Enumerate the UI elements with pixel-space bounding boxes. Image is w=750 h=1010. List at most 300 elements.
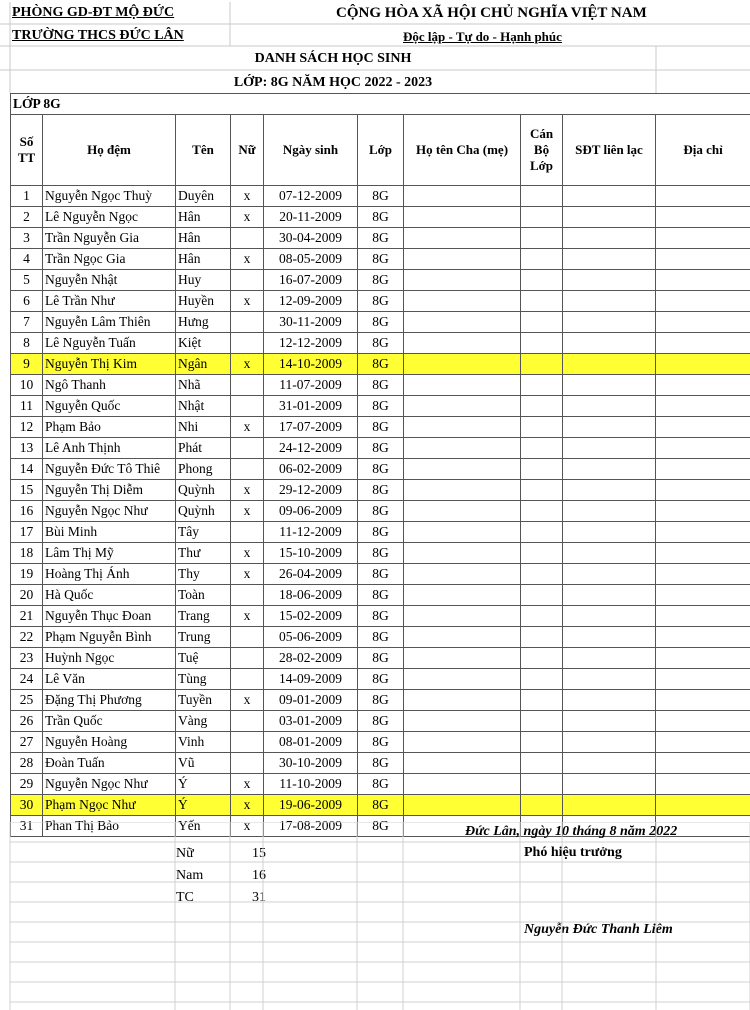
school-name: TRƯỜNG THCS ĐỨC LÂN	[12, 28, 184, 43]
cell-nu	[231, 585, 264, 606]
cell-ngay-sinh: 09-06-2009	[264, 501, 358, 522]
cell-dia-chi	[656, 501, 750, 522]
cell-ho-dem: Phạm Bảo	[43, 417, 176, 438]
cell-dia-chi	[656, 417, 750, 438]
cell-can-bo	[521, 375, 563, 396]
cell-ngay-sinh: 09-01-2009	[264, 690, 358, 711]
cell-sdt	[563, 270, 656, 291]
cell-ten: Hân	[176, 228, 231, 249]
cell-stt: 13	[11, 438, 43, 459]
cell-nu: x	[231, 543, 264, 564]
cell-dia-chi	[656, 249, 750, 270]
cell-can-bo	[521, 438, 563, 459]
cell-ho-dem: Lê Nguyễn Ngọc	[43, 207, 176, 228]
summary-nam-label: Nam	[176, 868, 204, 883]
cell-ten: Nhi	[176, 417, 231, 438]
cell-phu-huynh	[404, 585, 521, 606]
cell-can-bo	[521, 648, 563, 669]
col-header-ho-dem: Họ đệm	[43, 115, 176, 186]
cell-ten: Ngân	[176, 354, 231, 375]
cell-ngay-sinh: 29-12-2009	[264, 480, 358, 501]
cell-phu-huynh	[404, 627, 521, 648]
table-row	[11, 270, 750, 291]
col-header-dia-chi: Địa chỉ	[656, 115, 750, 186]
cell-ten: Tuyền	[176, 690, 231, 711]
table-row	[11, 459, 750, 480]
summary-nu-label: Nữ	[176, 846, 194, 861]
cell-phu-huynh	[404, 669, 521, 690]
cell-ngay-sinh: 17-08-2009	[264, 816, 358, 837]
cell-ho-dem: Nguyễn Thị Kim	[43, 354, 176, 375]
cell-stt: 28	[11, 753, 43, 774]
cell-ngay-sinh: 07-12-2009	[264, 186, 358, 207]
cell-sdt	[563, 690, 656, 711]
cell-ngay-sinh: 31-01-2009	[264, 396, 358, 417]
cell-can-bo	[521, 690, 563, 711]
cell-can-bo	[521, 543, 563, 564]
student-table	[10, 93, 750, 837]
cell-ho-dem: Trần Ngọc Gia	[43, 249, 176, 270]
cell-ho-dem: Nguyễn Quốc	[43, 396, 176, 417]
cell-ten: Trung	[176, 627, 231, 648]
col-header-can-bo: Cán Bộ Lớp	[521, 115, 563, 186]
cell-ten: Thư	[176, 543, 231, 564]
cell-ten: Yến	[176, 816, 231, 837]
cell-ten: Kiệt	[176, 333, 231, 354]
table-row	[11, 564, 750, 585]
cell-can-bo	[521, 522, 563, 543]
cell-phu-huynh	[404, 186, 521, 207]
cell-lop: 8G	[358, 396, 404, 417]
cell-ho-dem: Phạm Ngọc Như	[43, 795, 176, 816]
cell-phu-huynh	[404, 753, 521, 774]
cell-ngay-sinh: 18-06-2009	[264, 585, 358, 606]
cell-phu-huynh	[404, 774, 521, 795]
table-row	[11, 795, 750, 816]
cell-lop: 8G	[358, 711, 404, 732]
page-subtitle: LỚP: 8G NĂM HỌC 2022 - 2023	[233, 75, 433, 90]
cell-ho-dem: Phan Thị Bảo	[43, 816, 176, 837]
cell-ten: Toàn	[176, 585, 231, 606]
table-row	[11, 249, 750, 270]
table-row	[11, 354, 750, 375]
cell-phu-huynh	[404, 333, 521, 354]
signature-date: Đức Lân, ngày 10 tháng 8 năm 2022	[465, 824, 678, 839]
cell-phu-huynh	[404, 543, 521, 564]
cell-sdt	[563, 207, 656, 228]
cell-ho-dem: Nguyễn Ngọc Thuỳ	[43, 186, 176, 207]
cell-ngay-sinh: 15-10-2009	[264, 543, 358, 564]
cell-lop: 8G	[358, 333, 404, 354]
cell-ten: Phong	[176, 459, 231, 480]
cell-sdt	[563, 438, 656, 459]
table-row	[11, 291, 750, 312]
cell-nu: x	[231, 249, 264, 270]
cell-sdt	[563, 774, 656, 795]
table-row	[11, 312, 750, 333]
cell-dia-chi	[656, 228, 750, 249]
cell-phu-huynh	[404, 417, 521, 438]
cell-ten: Vinh	[176, 732, 231, 753]
table-row	[11, 543, 750, 564]
cell-ho-dem: Nguyễn Ngọc Như	[43, 501, 176, 522]
cell-can-bo	[521, 564, 563, 585]
cell-ngay-sinh: 20-11-2009	[264, 207, 358, 228]
cell-stt: 17	[11, 522, 43, 543]
cell-sdt	[563, 564, 656, 585]
cell-phu-huynh	[404, 312, 521, 333]
cell-ho-dem: Đoàn Tuấn	[43, 753, 176, 774]
cell-nu: x	[231, 417, 264, 438]
cell-lop: 8G	[358, 564, 404, 585]
cell-phu-huynh	[404, 207, 521, 228]
cell-ngay-sinh: 11-10-2009	[264, 774, 358, 795]
cell-ho-dem: Nguyễn Ngọc Như	[43, 774, 176, 795]
cell-lop: 8G	[358, 291, 404, 312]
cell-ngay-sinh: 14-10-2009	[264, 354, 358, 375]
table-row	[11, 648, 750, 669]
cell-nu	[231, 228, 264, 249]
cell-stt: 4	[11, 249, 43, 270]
cell-stt: 11	[11, 396, 43, 417]
cell-dia-chi	[656, 396, 750, 417]
cell-ten: Tùng	[176, 669, 231, 690]
cell-ten: Tuệ	[176, 648, 231, 669]
cell-lop: 8G	[358, 774, 404, 795]
cell-dia-chi	[656, 480, 750, 501]
cell-ho-dem: Lê Nguyễn Tuấn	[43, 333, 176, 354]
cell-ngay-sinh: 17-07-2009	[264, 417, 358, 438]
cell-can-bo	[521, 711, 563, 732]
cell-ho-dem: Trần Quốc	[43, 711, 176, 732]
table-row	[11, 480, 750, 501]
table-row	[11, 585, 750, 606]
cell-stt: 18	[11, 543, 43, 564]
cell-ho-dem: Trần Nguyễn Gia	[43, 228, 176, 249]
cell-ho-dem: Phạm Nguyễn Bình	[43, 627, 176, 648]
cell-lop: 8G	[358, 270, 404, 291]
cell-phu-huynh	[404, 375, 521, 396]
cell-phu-huynh	[404, 228, 521, 249]
cell-sdt	[563, 732, 656, 753]
cell-nu: x	[231, 795, 264, 816]
cell-nu: x	[231, 480, 264, 501]
cell-ho-dem: Nguyễn Thục Đoan	[43, 606, 176, 627]
cell-sdt	[563, 648, 656, 669]
cell-ho-dem: Nguyễn Nhật	[43, 270, 176, 291]
cell-can-bo	[521, 606, 563, 627]
cell-can-bo	[521, 333, 563, 354]
table-row	[11, 627, 750, 648]
table-row	[11, 669, 750, 690]
cell-lop: 8G	[358, 501, 404, 522]
cell-dia-chi	[656, 543, 750, 564]
cell-lop: 8G	[358, 753, 404, 774]
republic-title: CỘNG HÒA XÃ HỘI CHỦ NGHĨA VIỆT NAM	[336, 5, 647, 21]
table-row	[11, 417, 750, 438]
cell-sdt	[563, 228, 656, 249]
cell-dia-chi	[656, 606, 750, 627]
cell-phu-huynh	[404, 501, 521, 522]
cell-nu	[231, 438, 264, 459]
cell-phu-huynh	[404, 648, 521, 669]
cell-sdt	[563, 585, 656, 606]
cell-can-bo	[521, 396, 563, 417]
cell-lop: 8G	[358, 249, 404, 270]
table-row	[11, 396, 750, 417]
cell-nu	[231, 711, 264, 732]
cell-phu-huynh	[404, 459, 521, 480]
cell-ho-dem: Nguyễn Đức Tô Thiê	[43, 459, 176, 480]
table-row	[11, 711, 750, 732]
cell-phu-huynh	[404, 291, 521, 312]
cell-ten: Ý	[176, 774, 231, 795]
cell-stt: 22	[11, 627, 43, 648]
cell-can-bo	[521, 774, 563, 795]
summary-nam-count: 16	[252, 868, 266, 883]
cell-dia-chi	[656, 270, 750, 291]
cell-nu	[231, 669, 264, 690]
cell-nu: x	[231, 606, 264, 627]
cell-stt: 5	[11, 270, 43, 291]
cell-stt: 26	[11, 711, 43, 732]
cell-dia-chi	[656, 795, 750, 816]
cell-ten: Ý	[176, 795, 231, 816]
cell-sdt	[563, 186, 656, 207]
cell-ngay-sinh: 15-02-2009	[264, 606, 358, 627]
cell-stt: 19	[11, 564, 43, 585]
cell-stt: 27	[11, 732, 43, 753]
cell-nu: x	[231, 291, 264, 312]
cell-sdt	[563, 417, 656, 438]
cell-dia-chi	[656, 669, 750, 690]
cell-ten: Huy	[176, 270, 231, 291]
cell-ho-dem: Ngô Thanh	[43, 375, 176, 396]
cell-stt: 2	[11, 207, 43, 228]
cell-sdt	[563, 354, 656, 375]
cell-lop: 8G	[358, 312, 404, 333]
table-row	[11, 690, 750, 711]
cell-ten: Trang	[176, 606, 231, 627]
cell-nu: x	[231, 207, 264, 228]
cell-dia-chi	[656, 438, 750, 459]
cell-ho-dem: Nguyễn Lâm Thiên	[43, 312, 176, 333]
cell-can-bo	[521, 207, 563, 228]
table-row	[11, 753, 750, 774]
cell-stt: 14	[11, 459, 43, 480]
cell-phu-huynh	[404, 354, 521, 375]
cell-ten: Tây	[176, 522, 231, 543]
cell-ho-dem: Nguyễn Hoàng	[43, 732, 176, 753]
cell-phu-huynh	[404, 438, 521, 459]
cell-lop: 8G	[358, 354, 404, 375]
cell-ten: Thy	[176, 564, 231, 585]
student-table-body	[11, 94, 750, 837]
cell-phu-huynh	[404, 249, 521, 270]
cell-nu	[231, 312, 264, 333]
cell-can-bo	[521, 186, 563, 207]
national-motto: Độc lập - Tự do - Hạnh phúc	[403, 29, 562, 44]
cell-ho-dem: Hoàng Thị Ánh	[43, 564, 176, 585]
cell-phu-huynh	[404, 690, 521, 711]
table-row	[11, 375, 750, 396]
cell-phu-huynh	[404, 795, 521, 816]
cell-ho-dem: Nguyễn Thị Diễm	[43, 480, 176, 501]
cell-can-bo	[521, 753, 563, 774]
cell-nu: x	[231, 501, 264, 522]
cell-dia-chi	[656, 354, 750, 375]
cell-lop: 8G	[358, 627, 404, 648]
cell-sdt	[563, 795, 656, 816]
cell-can-bo	[521, 795, 563, 816]
cell-can-bo	[521, 417, 563, 438]
cell-nu	[231, 648, 264, 669]
cell-lop: 8G	[358, 690, 404, 711]
cell-ngay-sinh: 05-06-2009	[264, 627, 358, 648]
cell-ngay-sinh: 08-05-2009	[264, 249, 358, 270]
cell-dia-chi	[656, 459, 750, 480]
cell-sdt	[563, 501, 656, 522]
cell-sdt	[563, 249, 656, 270]
cell-phu-huynh	[404, 522, 521, 543]
cell-dia-chi	[656, 753, 750, 774]
cell-sdt	[563, 522, 656, 543]
cell-dia-chi	[656, 648, 750, 669]
cell-nu: x	[231, 690, 264, 711]
cell-nu: x	[231, 564, 264, 585]
cell-lop: 8G	[358, 606, 404, 627]
table-row	[11, 774, 750, 795]
cell-ten: Hân	[176, 249, 231, 270]
cell-phu-huynh	[404, 606, 521, 627]
cell-ho-dem: Lâm Thị Mỹ	[43, 543, 176, 564]
cell-dia-chi	[656, 375, 750, 396]
cell-dia-chi	[656, 312, 750, 333]
cell-lop: 8G	[358, 816, 404, 837]
col-header-ten: Tên	[176, 115, 231, 186]
cell-ho-dem: Lê Trần Như	[43, 291, 176, 312]
cell-dia-chi	[656, 690, 750, 711]
cell-ngay-sinh: 16-07-2009	[264, 270, 358, 291]
cell-lop: 8G	[358, 669, 404, 690]
cell-ngay-sinh: 06-02-2009	[264, 459, 358, 480]
cell-nu	[231, 333, 264, 354]
cell-ngay-sinh: 30-11-2009	[264, 312, 358, 333]
cell-dia-chi	[656, 207, 750, 228]
summary-nu-count: 15	[252, 846, 266, 861]
cell-stt: 16	[11, 501, 43, 522]
cell-sdt	[563, 459, 656, 480]
page-title: DANH SÁCH HỌC SINH	[254, 51, 412, 66]
cell-can-bo	[521, 312, 563, 333]
cell-phu-huynh	[404, 711, 521, 732]
cell-lop: 8G	[358, 375, 404, 396]
cell-stt: 1	[11, 186, 43, 207]
cell-dia-chi	[656, 585, 750, 606]
cell-ten: Hân	[176, 207, 231, 228]
cell-lop: 8G	[358, 648, 404, 669]
cell-ten: Huyền	[176, 291, 231, 312]
cell-lop: 8G	[358, 585, 404, 606]
cell-dia-chi	[656, 627, 750, 648]
cell-stt: 7	[11, 312, 43, 333]
summary-tc-count: 31	[252, 890, 266, 905]
cell-sdt	[563, 627, 656, 648]
cell-stt: 21	[11, 606, 43, 627]
cell-nu	[231, 396, 264, 417]
signer-title: Phó hiệu trưởng	[524, 845, 622, 860]
cell-sdt	[563, 375, 656, 396]
cell-stt: 31	[11, 816, 43, 837]
table-row	[11, 732, 750, 753]
cell-ten: Quỳnh	[176, 480, 231, 501]
table-row	[11, 186, 750, 207]
cell-ho-dem: Lê Văn	[43, 669, 176, 690]
cell-dia-chi	[656, 186, 750, 207]
col-header-lop: Lớp	[358, 115, 404, 186]
summary-tc-label: TC	[176, 890, 194, 905]
cell-dia-chi	[656, 564, 750, 585]
cell-ten: Vũ	[176, 753, 231, 774]
cell-ngay-sinh: 24-12-2009	[264, 438, 358, 459]
cell-sdt	[563, 606, 656, 627]
cell-phu-huynh	[404, 732, 521, 753]
cell-ho-dem: Hà Quốc	[43, 585, 176, 606]
cell-stt: 24	[11, 669, 43, 690]
cell-lop: 8G	[358, 459, 404, 480]
cell-ho-dem: Huỳnh Ngọc	[43, 648, 176, 669]
cell-ngay-sinh: 26-04-2009	[264, 564, 358, 585]
cell-lop: 8G	[358, 186, 404, 207]
cell-stt: 29	[11, 774, 43, 795]
cell-dia-chi	[656, 774, 750, 795]
col-header-phu-huynh: Họ tên Cha (mẹ)	[404, 115, 521, 186]
cell-phu-huynh	[404, 396, 521, 417]
table-header-row	[11, 115, 750, 186]
cell-stt: 3	[11, 228, 43, 249]
table-row	[11, 207, 750, 228]
cell-stt: 25	[11, 690, 43, 711]
cell-dia-chi	[656, 291, 750, 312]
cell-sdt	[563, 333, 656, 354]
cell-stt: 8	[11, 333, 43, 354]
cell-nu	[231, 732, 264, 753]
cell-ten: Quỳnh	[176, 501, 231, 522]
cell-lop: 8G	[358, 207, 404, 228]
table-row	[11, 606, 750, 627]
cell-nu	[231, 627, 264, 648]
cell-stt: 20	[11, 585, 43, 606]
cell-sdt	[563, 711, 656, 732]
cell-ngay-sinh: 14-09-2009	[264, 669, 358, 690]
department-name: PHÒNG GD-ĐT MỘ ĐỨC	[12, 5, 175, 20]
cell-can-bo	[521, 585, 563, 606]
cell-ho-dem: Lê Anh Thịnh	[43, 438, 176, 459]
cell-stt: 23	[11, 648, 43, 669]
cell-sdt	[563, 291, 656, 312]
cell-can-bo	[521, 291, 563, 312]
col-header-sdt: SĐT liên lạc	[563, 115, 656, 186]
cell-lop: 8G	[358, 228, 404, 249]
cell-ngay-sinh: 30-10-2009	[264, 753, 358, 774]
cell-phu-huynh	[404, 480, 521, 501]
cell-ngay-sinh: 19-06-2009	[264, 795, 358, 816]
cell-can-bo	[521, 270, 563, 291]
class-label: LỚP 8G	[11, 94, 750, 115]
cell-sdt	[563, 753, 656, 774]
cell-stt: 12	[11, 417, 43, 438]
cell-can-bo	[521, 480, 563, 501]
